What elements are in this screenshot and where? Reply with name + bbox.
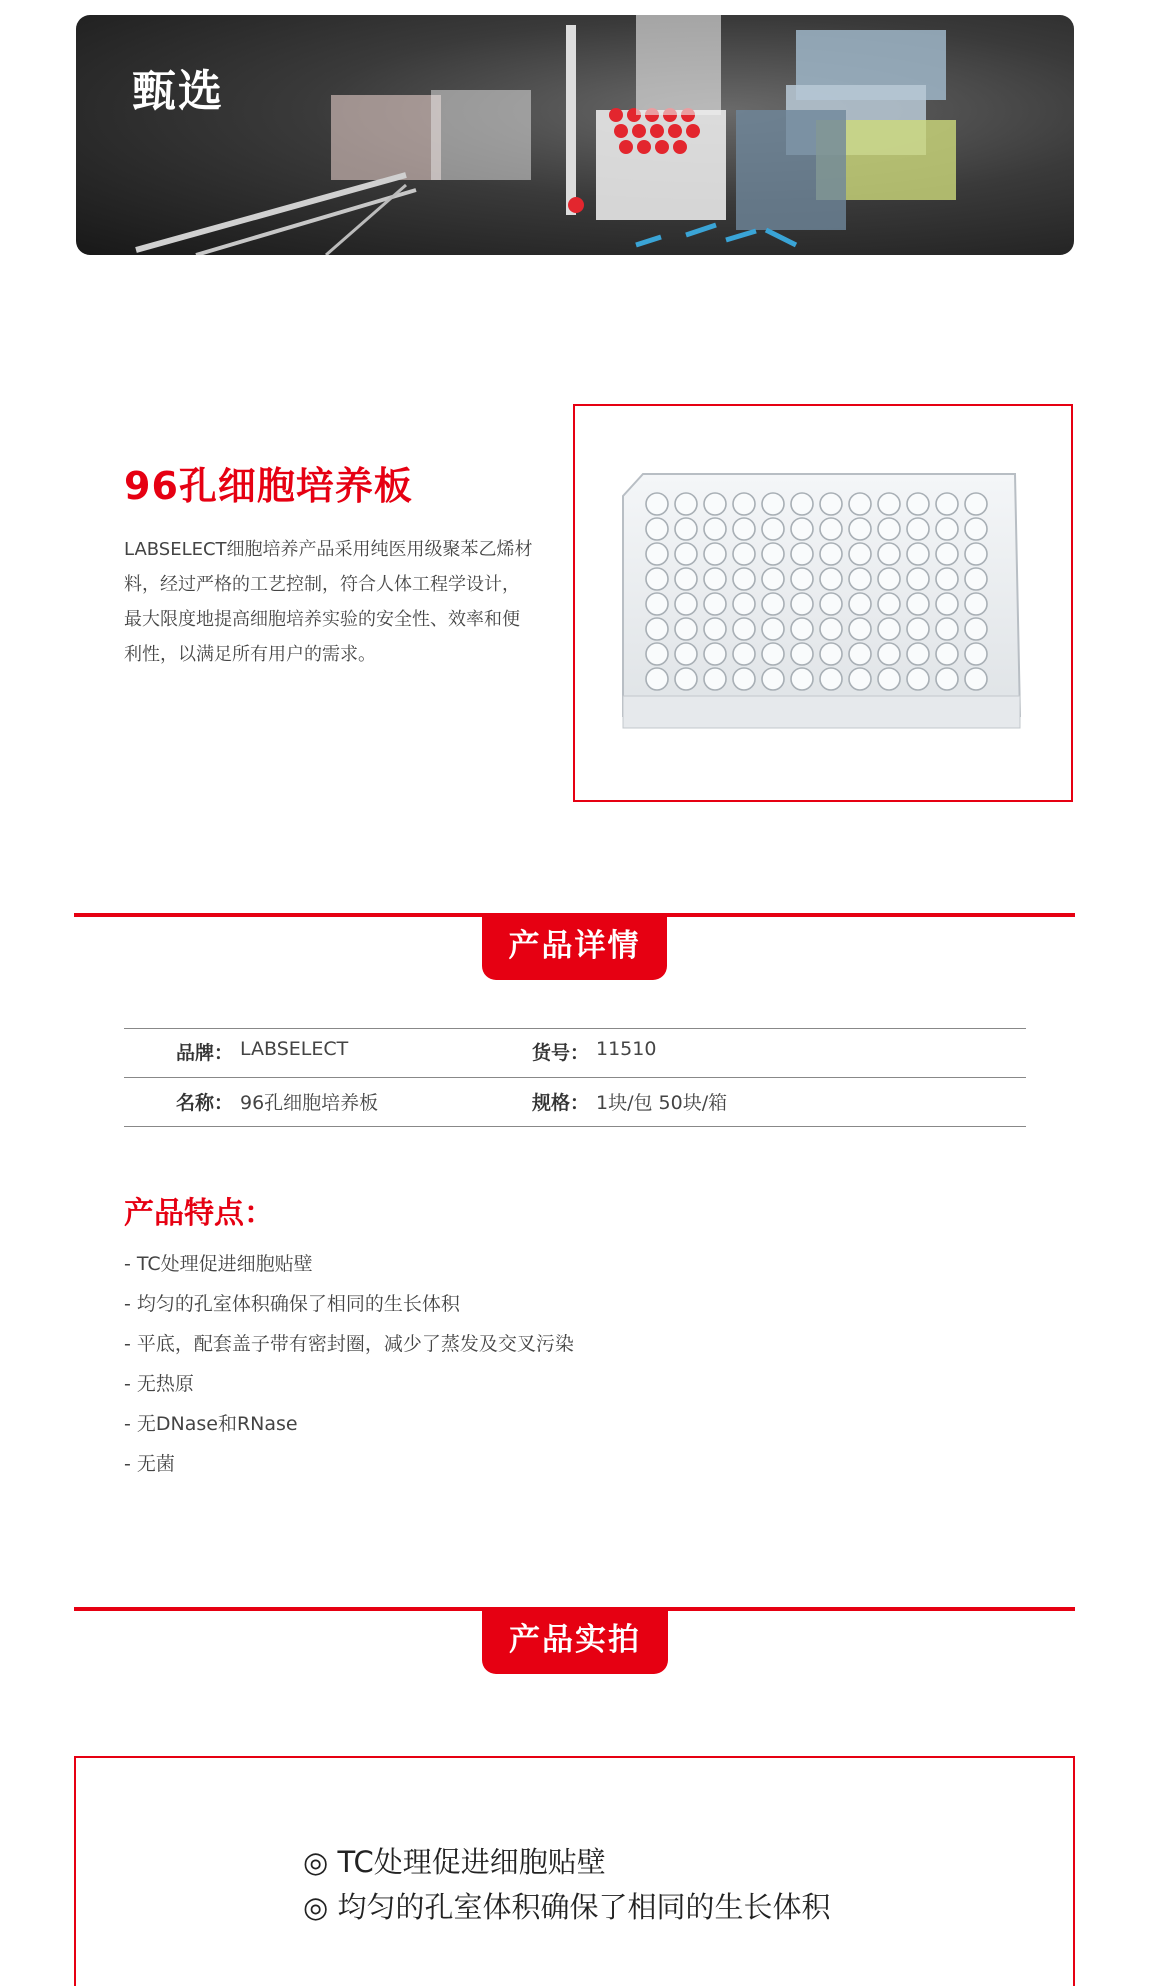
banner-brand-logo: 甄选 — [132, 66, 224, 117]
plate-well — [791, 618, 813, 640]
plate-well — [762, 543, 784, 565]
list-item: - 平底，配套盖子带有密封圈，减少了蒸发及交叉污染 — [124, 1333, 574, 1355]
spec-name-value: 96孔细胞培养板 — [240, 1092, 379, 1114]
plate-well — [791, 518, 813, 540]
plate-well — [762, 568, 784, 590]
plate-well — [820, 493, 842, 515]
plate-well — [936, 593, 958, 615]
plate-well — [791, 593, 813, 615]
plate-well — [965, 643, 987, 665]
plate-well — [849, 568, 871, 590]
plate-well — [907, 618, 929, 640]
plate-well — [791, 668, 813, 690]
plate-well — [704, 568, 726, 590]
plate-well — [704, 518, 726, 540]
plate-well — [907, 643, 929, 665]
table-divider — [124, 1126, 1026, 1127]
plate-well — [878, 493, 900, 515]
plate-well — [791, 543, 813, 565]
plate-well — [907, 568, 929, 590]
plate-well — [704, 618, 726, 640]
plate-well — [733, 668, 755, 690]
plate-well — [733, 643, 755, 665]
plate-well — [878, 618, 900, 640]
plate-well — [907, 518, 929, 540]
section-title-product-details: 产品详情 — [482, 915, 667, 980]
plate-well — [646, 518, 668, 540]
plate-well — [965, 493, 987, 515]
list-item: - 无DNase和RNase — [124, 1413, 298, 1435]
plate-well — [791, 493, 813, 515]
plate-well — [675, 493, 697, 515]
plate-well — [762, 643, 784, 665]
plate-well — [820, 593, 842, 615]
plate-well — [704, 643, 726, 665]
spec-item-no-label: 货号： — [532, 1042, 590, 1064]
plate-well — [733, 518, 755, 540]
plate-well — [675, 518, 697, 540]
plate-well — [762, 618, 784, 640]
plate-well — [820, 568, 842, 590]
product-title: 96孔细胞培养板 — [124, 464, 413, 508]
plate-well — [849, 593, 871, 615]
plate-well — [965, 568, 987, 590]
plate-well — [675, 618, 697, 640]
plate-well — [907, 668, 929, 690]
plate-well — [733, 593, 755, 615]
plate-well — [936, 668, 958, 690]
plate-well — [704, 668, 726, 690]
plate-well — [675, 643, 697, 665]
plate-well — [733, 493, 755, 515]
plate-well — [675, 543, 697, 565]
plate-well — [936, 618, 958, 640]
plate-well — [675, 568, 697, 590]
plate-well — [849, 618, 871, 640]
plate-well — [849, 668, 871, 690]
plate-well — [820, 668, 842, 690]
list-item: - 无菌 — [124, 1453, 175, 1475]
plate-well — [965, 668, 987, 690]
plate-well — [675, 593, 697, 615]
photo-feature-line: ◎ 均匀的孔室体积确保了相同的生长体积 — [303, 1890, 831, 1924]
plate-well — [849, 543, 871, 565]
list-item: - TC处理促进细胞贴壁 — [124, 1253, 313, 1275]
plate-well — [965, 518, 987, 540]
list-item: - 均匀的孔室体积确保了相同的生长体积 — [124, 1293, 460, 1315]
spec-item-no-value: 11510 — [596, 1038, 657, 1060]
hero-banner — [76, 15, 1074, 255]
plate-well — [646, 493, 668, 515]
plate-well — [791, 568, 813, 590]
plate-well — [878, 543, 900, 565]
section-title-product-photos: 产品实拍 — [482, 1609, 668, 1674]
photo-feature-line: ◎ TC处理促进细胞贴壁 — [303, 1845, 606, 1879]
plate-well — [907, 543, 929, 565]
plate-well — [733, 618, 755, 640]
product-image-frame — [573, 404, 1073, 802]
plate-well — [791, 643, 813, 665]
plate-well — [936, 493, 958, 515]
plate-well — [646, 568, 668, 590]
plate-well — [878, 593, 900, 615]
plate-well — [762, 668, 784, 690]
plate-well — [936, 643, 958, 665]
plate-well — [849, 643, 871, 665]
list-item: - 无热原 — [124, 1373, 194, 1395]
spec-brand-label: 品牌： — [176, 1042, 234, 1064]
plate-well — [762, 493, 784, 515]
plate-well — [936, 518, 958, 540]
plate-well — [878, 518, 900, 540]
features-heading: 产品特点： — [124, 1196, 274, 1231]
table-divider — [124, 1077, 1026, 1078]
plate-well — [704, 493, 726, 515]
table-divider — [124, 1028, 1026, 1029]
plate-well — [646, 668, 668, 690]
plate-well — [936, 543, 958, 565]
plate-well — [646, 643, 668, 665]
plate-well — [675, 668, 697, 690]
plate-well — [878, 643, 900, 665]
features-list — [124, 1244, 574, 1484]
plate-well — [762, 518, 784, 540]
plate-well — [965, 593, 987, 615]
plate-well — [820, 618, 842, 640]
plate-well — [646, 543, 668, 565]
plate-well — [704, 593, 726, 615]
spec-name-label: 名称： — [176, 1092, 234, 1114]
plate-well — [646, 593, 668, 615]
plate-well — [965, 618, 987, 640]
plate-well — [820, 518, 842, 540]
plate-well — [646, 618, 668, 640]
plate-well — [820, 643, 842, 665]
plate-well — [878, 668, 900, 690]
lab-products-illustration — [76, 15, 1074, 255]
spec-spec-value: 1块/包 50块/箱 — [596, 1092, 728, 1114]
plate-well — [878, 568, 900, 590]
plate-well — [820, 543, 842, 565]
plate-well — [907, 593, 929, 615]
plate-well — [762, 593, 784, 615]
plate-well — [704, 543, 726, 565]
plate-well — [907, 493, 929, 515]
spec-brand-value: LABSELECT — [240, 1038, 349, 1060]
plate-well — [965, 543, 987, 565]
plate-well — [936, 568, 958, 590]
spec-spec-label: 规格： — [532, 1092, 590, 1114]
plate-well — [849, 518, 871, 540]
plate-well — [849, 493, 871, 515]
product-description: LABSELECT细胞培养产品采用纯医用级聚苯乙烯材料，经过严格的工艺控制，符合人体工程学设计，最大限度地提高细胞培养实验的安全性、效率和便利性，以满足所有用户的需求。 — [124, 539, 533, 665]
plate-well — [733, 568, 755, 590]
plate-well — [733, 543, 755, 565]
well-plate-image — [575, 406, 1071, 800]
